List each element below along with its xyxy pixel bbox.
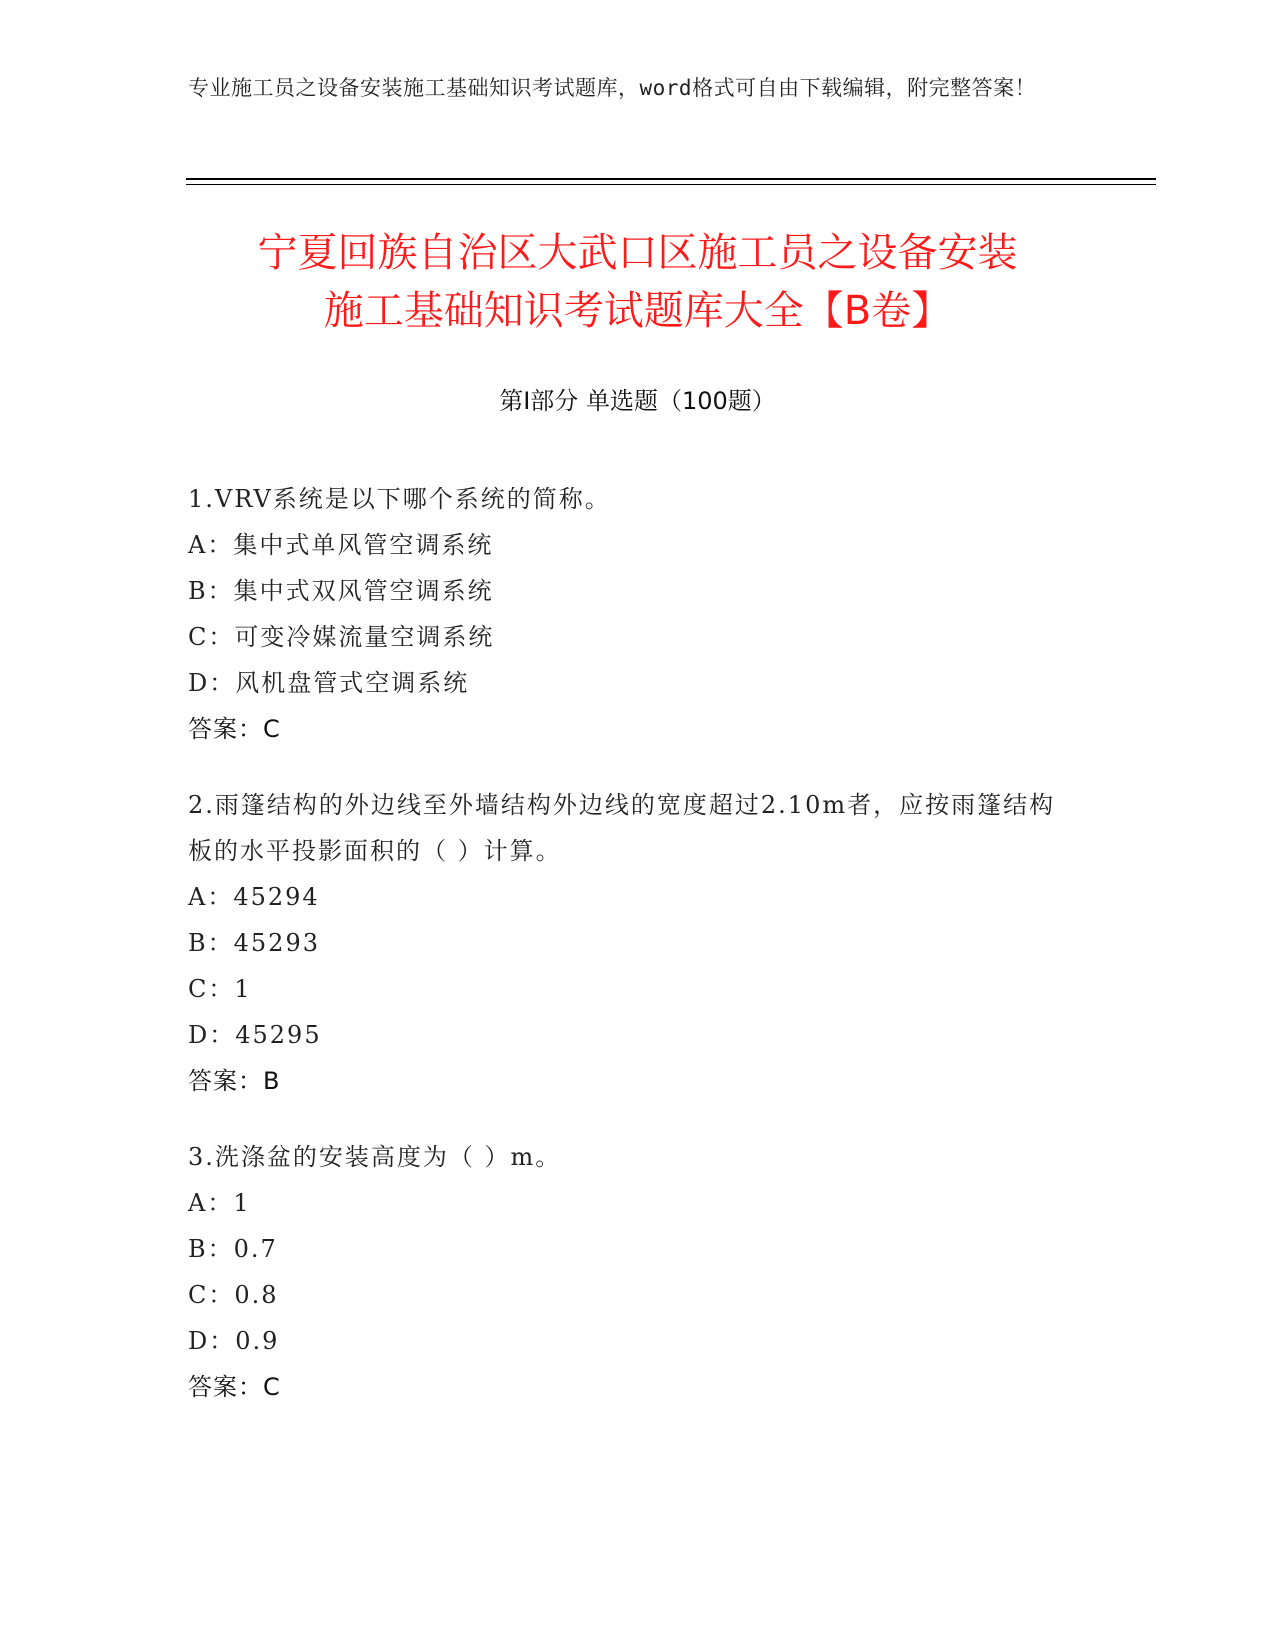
question-stem: 2.雨篷结构的外边线至外墙结构外边线的宽度超过2.10m者，应按雨篷结构板的水平投影面积的（ ）计算。 [188,791,1056,865]
header-note: 专业施工员之设备安装施工基础知识考试题库，word格式可自由下载编辑，附完整答案！ [188,76,1037,100]
document-title-line-2: 施工基础知识考试题库大全【B卷】 [323,288,952,334]
option-c: C：1 [188,975,252,1003]
document-title [130,224,1145,340]
option-b: B：0.7 [188,1235,278,1263]
question-stem: 1.VRV系统是以下哪个系统的简称。 [188,485,611,513]
answer: 答案：C [188,1373,281,1401]
question-3 [188,1134,1068,1410]
option-c: C：0.8 [188,1281,279,1309]
question-stem: 3.洗涤盆的安装高度为（ ）m。 [188,1143,562,1171]
header-rule-thin [186,184,1156,185]
header-rule-thick [186,178,1156,180]
section-heading: 第Ⅰ部分 单选题（100题） [499,387,776,415]
option-b: B：集中式双风管空调系统 [188,577,494,605]
option-d: D：45295 [188,1021,322,1049]
option-a: A：1 [188,1189,251,1217]
answer: 答案：B [188,1067,281,1095]
question-1 [188,476,1068,752]
question-list [188,476,1068,1440]
option-c: C：可变冷媒流量空调系统 [188,623,495,651]
answer: 答案：C [188,715,281,743]
option-a: A：集中式单风管空调系统 [188,531,494,559]
option-b: B：45293 [188,929,320,957]
option-d: D：风机盘管式空调系统 [188,669,470,697]
document-title-line-1: 宁夏回族自治区大武口区施工员之设备安装 [257,230,1018,276]
option-a: A：45294 [188,883,320,911]
question-2 [188,782,1068,1104]
option-d: D：0.9 [188,1327,280,1355]
